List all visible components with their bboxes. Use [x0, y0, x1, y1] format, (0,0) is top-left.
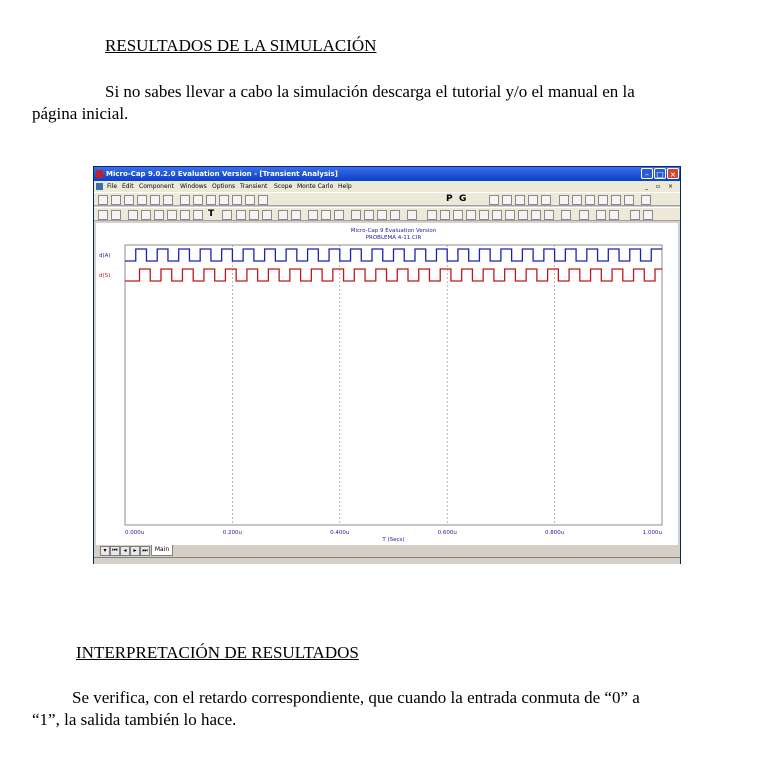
conclusion-line-1: Se verifica, con el retardo correspondiente, que cuando la entrada conmuta de “0” a [72, 688, 640, 707]
bottom-top-icon[interactable] [518, 210, 528, 220]
x-tick-label: 0.800u [544, 530, 565, 536]
waveform-chart [96, 223, 678, 545]
tab-dropdown-icon[interactable]: ▾ [100, 546, 110, 556]
section-heading-resultados: RESULTADOS DE LA SIMULACIÓN [105, 36, 377, 55]
separator-icon[interactable] [609, 210, 619, 220]
peak-icon[interactable] [351, 210, 361, 220]
stop-icon[interactable] [249, 210, 259, 220]
point-tag-icon[interactable] [180, 210, 190, 220]
maximize-icon[interactable]: □ [654, 168, 666, 179]
high-icon[interactable] [377, 210, 387, 220]
pan-icon[interactable] [141, 210, 151, 220]
print-preview-icon[interactable] [163, 195, 173, 205]
find-icon[interactable] [258, 195, 268, 205]
intro-line-2: página inicial. [32, 104, 129, 123]
window-tile-icon[interactable] [489, 195, 499, 205]
mdi-controls[interactable]: _ ▫ × [645, 183, 676, 190]
open-file-icon[interactable] [111, 195, 121, 205]
plot-frame [125, 245, 662, 525]
menu-bar [94, 181, 680, 192]
save-icon[interactable] [124, 195, 134, 205]
text-tool-button[interactable]: T [208, 209, 215, 219]
info-icon[interactable] [641, 195, 651, 205]
status-bar [94, 557, 680, 564]
x-tick-label: 0.200u [222, 530, 243, 536]
intro-line-1: Si no sabes llevar a cabo la simulación descarga el tutorial y/o el manual en la [105, 82, 635, 101]
valley-icon[interactable] [364, 210, 374, 220]
next-simulation-icon[interactable] [407, 210, 417, 220]
series-trace-ds [125, 269, 662, 281]
probe-g-button[interactable]: G [459, 194, 467, 204]
inflection-icon[interactable] [440, 210, 450, 220]
zoom-out-icon[interactable] [643, 210, 653, 220]
window-titlebar [94, 167, 680, 181]
zoom-in-icon[interactable] [630, 210, 640, 220]
tab-first-icon[interactable]: ⏮ [110, 546, 120, 556]
menu-help[interactable]: Help [338, 183, 352, 190]
pause-icon[interactable] [262, 210, 272, 220]
app-logo-icon [96, 170, 103, 178]
left-right-icon[interactable] [505, 210, 515, 220]
menu-scope[interactable]: Scope [274, 183, 293, 190]
window-cascade-icon[interactable] [502, 195, 512, 205]
menu-options[interactable]: Options [212, 183, 236, 190]
local-high-icon[interactable] [479, 210, 489, 220]
menu-file[interactable]: File [107, 183, 118, 190]
tab-bar [96, 545, 678, 556]
global-low-icon[interactable] [466, 210, 476, 220]
x-tick-label: 1.000u [642, 530, 662, 536]
toolbar-standard [94, 192, 680, 206]
x-tick-label: 0.000u [125, 530, 145, 536]
calculator-icon[interactable] [559, 195, 569, 205]
tokens-icon[interactable] [321, 210, 331, 220]
local-low-icon[interactable] [492, 210, 502, 220]
chart-subtitle: PROBLEMA 4-11.CIR [365, 235, 422, 241]
section-heading-interpretacion: INTERPRETACIÓN DE RESULTADOS [76, 643, 359, 662]
close-icon[interactable]: × [667, 168, 679, 179]
probe-list-icon[interactable] [561, 210, 571, 220]
zoom-box-icon[interactable] [154, 210, 164, 220]
select-arrow-icon[interactable] [98, 210, 108, 220]
probe-p-button[interactable]: P [446, 194, 453, 204]
doc-icon [96, 183, 103, 190]
window-new-icon[interactable] [541, 195, 551, 205]
new-file-icon[interactable] [98, 195, 108, 205]
menu-edit[interactable]: Edit [122, 183, 134, 190]
print-icon[interactable] [150, 195, 160, 205]
series-label: d(S) [99, 273, 111, 279]
tab-last-icon[interactable]: ⏭ [140, 546, 150, 556]
conclusion-line-2: “1”, la salida también lo hace. [32, 710, 237, 729]
redo-icon[interactable] [193, 195, 203, 205]
line-tool-icon[interactable] [278, 210, 288, 220]
scale-mode-icon[interactable] [167, 210, 177, 220]
low-icon[interactable] [390, 210, 400, 220]
data-points-icon[interactable] [308, 210, 318, 220]
properties-icon[interactable] [572, 195, 582, 205]
delete-icon[interactable] [245, 195, 255, 205]
x-axis-label: T (Secs) [382, 537, 405, 543]
menu-transient[interactable]: Transient [240, 183, 268, 190]
run-icon[interactable] [236, 210, 246, 220]
table-icon[interactable] [579, 210, 589, 220]
window-list-icon[interactable] [528, 195, 538, 205]
cursor-snap-icon[interactable] [544, 210, 554, 220]
horizontal-tag-icon[interactable] [193, 210, 203, 220]
conclusion-paragraph [32, 687, 742, 731]
paste-icon[interactable] [232, 195, 242, 205]
undo-icon[interactable] [180, 195, 190, 205]
cursor-mode-icon[interactable] [128, 210, 138, 220]
high-low-icon[interactable] [531, 210, 541, 220]
series-trace-da [125, 249, 662, 261]
copy-icon[interactable] [219, 195, 229, 205]
menu-windows[interactable]: Windows [180, 183, 207, 190]
save-all-icon[interactable] [137, 195, 147, 205]
grid-icon[interactable] [611, 195, 621, 205]
slope-icon[interactable] [427, 210, 437, 220]
tab-main[interactable]: Main [151, 545, 173, 556]
microcap-window-screenshot [93, 166, 681, 564]
minimize-icon[interactable]: – [641, 168, 653, 179]
cut-icon[interactable] [206, 195, 216, 205]
window-title: Micro-Cap 9.0.2.0 Evaluation Version - [Transient Analysis] [106, 170, 338, 178]
tab-next-icon[interactable]: ▸ [130, 546, 140, 556]
tab-prev-icon[interactable]: ◂ [120, 546, 130, 556]
tools-icon[interactable] [585, 195, 595, 205]
global-high-icon[interactable] [453, 210, 463, 220]
animate-icon[interactable] [596, 210, 606, 220]
toolbar-analysis [94, 207, 680, 221]
menu-monte-carlo[interactable]: Monte Carlo [297, 183, 334, 190]
diagonal-tool-icon[interactable] [291, 210, 301, 220]
window-split-icon[interactable] [515, 195, 525, 205]
ruler-icon[interactable] [334, 210, 344, 220]
graphics-icon[interactable] [222, 210, 232, 220]
text-size-icon[interactable] [624, 195, 634, 205]
scale-icon[interactable] [111, 210, 121, 220]
menu-component[interactable]: Component [139, 183, 174, 190]
pencil-icon[interactable] [598, 195, 608, 205]
intro-paragraph [32, 81, 732, 125]
series-label: d(A) [99, 253, 111, 259]
x-tick-label: 0.400u [330, 530, 350, 536]
plot-area [96, 223, 678, 545]
x-tick-label: 0.600u [437, 530, 457, 536]
chart-title: Micro-Cap 9 Evaluation Version [350, 228, 437, 234]
